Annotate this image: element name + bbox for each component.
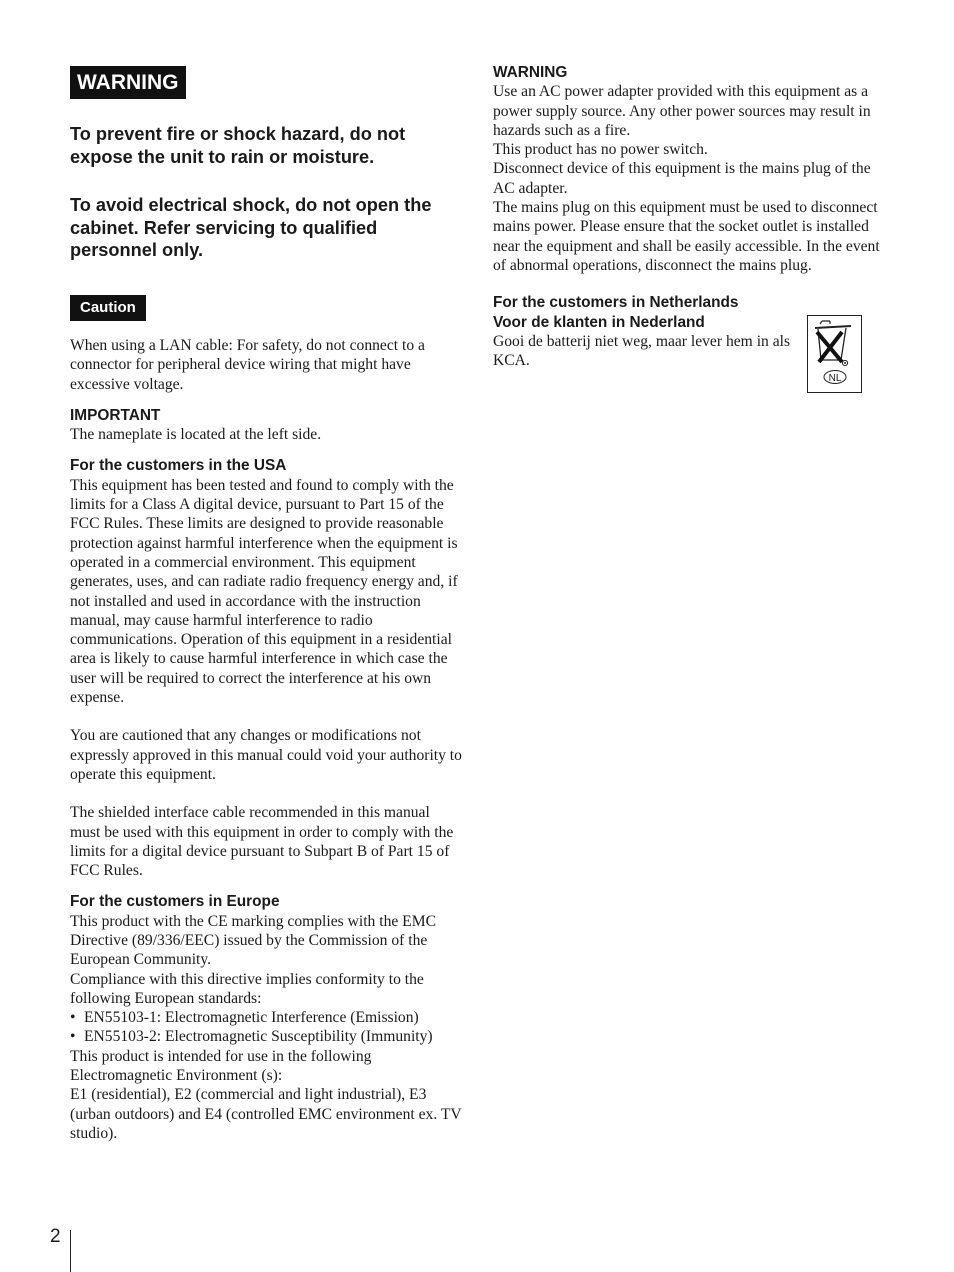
europe-paragraph-1: This product with the CE marking complies with the EMC Directive (89/336/EEC) issued by the Commission of the European Community. [70, 912, 436, 969]
important-text: The nameplate is located at the left side. [70, 426, 322, 444]
list-item-text: EN55103-1: Electromagnetic Interference (Emission) [84, 1009, 419, 1027]
list-item-text: EN55103-2: Electromagnetic Susceptibility (Immunity) [84, 1028, 433, 1046]
usa-paragraph-2: You are cautioned that any changes or modifications not expressly approved in this manual could void your authority to operate this equipment. [70, 727, 462, 783]
caution-label: Caution [70, 295, 146, 321]
nl-icon-label: NL [828, 373, 842, 385]
usa-heading: For the customers in the USA [70, 457, 287, 475]
left-column [70, 66, 462, 1143]
warning-label: WARNING [70, 66, 186, 99]
right-column [493, 63, 885, 385]
usa-paragraph-1: This equipment has been tested and found to comply with the limits for a Class A digital device, pursuant to Part 15 of the FCC Rules. These limits are designed to provide reasonable protection against harmful interference when the equipment is operated in a commercial environment. This equipment generates, uses, and can radiate radio frequency energy and, if not installed and used in accordance with the instruction manual, may cause harmful interference to radio communications. Operation of this equipment in a residential area is likely to cause harmful interference in which case the user will be required to correct the interference at his own expense. [70, 476, 458, 707]
usa-paragraph-3: The shielded interface cable recommended in this manual must be used with this equipment in order to comply with the limits for a digital device pursuant to Subpart B of Part 15 of FCC Rules. [70, 804, 454, 880]
europe-paragraph-2: Compliance with this directive implies conformity to the following European standards: [70, 970, 424, 1007]
europe-paragraph-4: E1 (residential), E2 (commercial and light industrial), E3 (urban outdoors) and E4 (controlled EMC environment ex. TV studio). [70, 1086, 462, 1142]
page-number: 2 [50, 1226, 61, 1247]
netherlands-text: Gooi de batterij niet weg, maar lever hem in als KCA. [493, 332, 791, 370]
europe-paragraph-3: This product is intended for use in the following Electromagnetic Environment (s): [70, 1047, 372, 1085]
page-number-rule [70, 1230, 71, 1272]
netherlands-heading: For the customers in Netherlands [493, 294, 739, 312]
hazard-notice-fire: To prevent fire or shock hazard, do not expose the unit to rain or moisture. [70, 124, 406, 167]
list-item [70, 1008, 462, 1027]
hazard-notice-shock: To avoid electrical shock, do not open the cabinet. Refer servicing to qualified personnel only. [70, 195, 432, 261]
europe-heading: For the customers in Europe [70, 893, 280, 911]
list-item [70, 1027, 462, 1046]
important-heading: IMPORTANT [70, 406, 161, 424]
power-warning-line: Use an AC power adapter provided with this equipment as a power supply source. Any other power sources may result in hazards such as a fire. [493, 83, 871, 139]
netherlands-heading-dutch: Voor de klanten in Nederland [493, 313, 705, 331]
bullet-icon: • [70, 1009, 76, 1027]
netherlands-section [493, 293, 885, 385]
crossed-bin-icon [808, 316, 861, 392]
caution-text: When using a LAN cable: For safety, do not connect to a connector for peripheral device wiring that might have excessive voltage. [70, 336, 425, 393]
power-warning-heading: WARNING [493, 64, 568, 81]
power-warning-line: Disconnect device of this equipment is the mains plug of the AC adapter. [493, 160, 871, 197]
power-warning-line: This product has no power switch. [493, 141, 708, 159]
power-warning-line: The mains plug on this equipment must be used to disconnect mains power. Please ensure that the socket outlet is installed near the equipment and shall be easily accessible. In the event of abnormal operations, disconnect the mains plug. [493, 199, 880, 274]
bullet-icon: • [70, 1028, 76, 1046]
battery-disposal-icon [807, 315, 862, 393]
